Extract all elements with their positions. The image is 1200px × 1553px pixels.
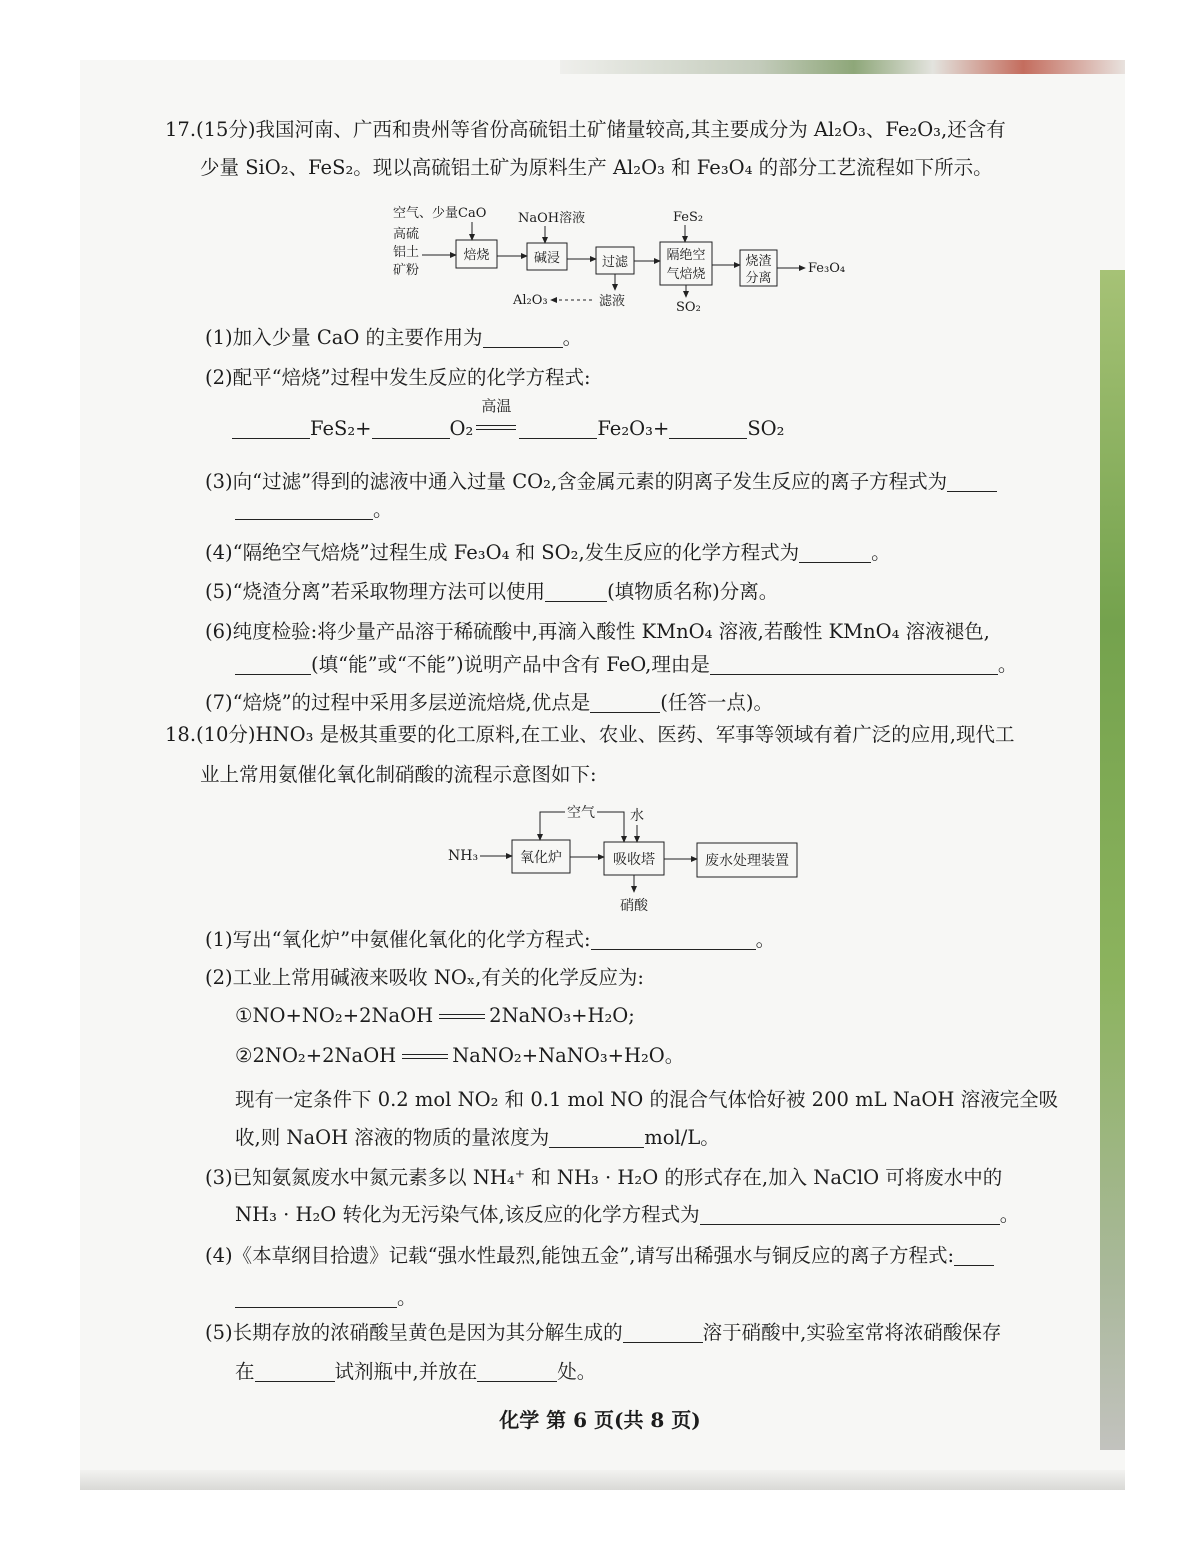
- input-water: 水: [630, 808, 644, 824]
- q18-q2-text: 收,则 NaOH 溶液的物质的量浓度为: [235, 1126, 550, 1149]
- q18-question-5-cont: [235, 1359, 596, 1385]
- equals-sign: [476, 425, 516, 430]
- eq-so2: SO₂: [747, 417, 785, 440]
- q17-q1-text: (1)加入少量 CaO 的主要作用为: [205, 326, 483, 349]
- q17-q5-end: (填物质名称)分离。: [607, 580, 779, 603]
- answer-blank: [700, 1206, 1000, 1225]
- q17-question-2: (2)配平“焙烧”过程中发生反应的化学方程式:: [205, 366, 591, 389]
- reaction-1-right: 2NaNO₃+H₂O;: [489, 1004, 635, 1027]
- reaction-condition: [476, 397, 516, 435]
- q18-reaction-1: [235, 1003, 635, 1029]
- answer-blank: [255, 1363, 335, 1382]
- box-wastewater-treatment-label: 废水处理装置: [705, 853, 789, 869]
- answer-blank: [623, 1324, 703, 1343]
- q17-question-3-cont: [235, 497, 393, 523]
- arrow-air-to-furnace: [540, 812, 565, 840]
- box-slag-separation-label-2: 分离: [745, 271, 772, 286]
- answer-blank: [799, 544, 871, 563]
- page-footer: 化学 第 6 页(共 8 页): [499, 1408, 701, 1432]
- reaction-1-left: ①NO+NO₂+2NaOH: [235, 1004, 434, 1027]
- reaction-2-left: ②2NO₂+2NaOH: [235, 1044, 397, 1067]
- q18-q5-text: (5)长期存放的浓硝酸呈黄色是因为其分解生成的: [205, 1321, 623, 1344]
- q17-q2-equation: [232, 397, 785, 441]
- equals-sign: [439, 1014, 485, 1019]
- answer-blank: [947, 473, 997, 492]
- q17-q6-middle: (填“能”或“不能”)说明产品中含有 FeO,理由是: [311, 653, 710, 676]
- q18-q4-end: 。: [397, 1286, 417, 1309]
- input-air: 空气: [567, 805, 595, 821]
- input-nh3: NH₃: [448, 848, 479, 864]
- answer-blank: [549, 1129, 644, 1148]
- q17-process-flow: [380, 198, 860, 323]
- reaction-condition-text: 高温: [481, 397, 512, 415]
- answer-blank: [477, 1363, 557, 1382]
- answer-blank: [232, 420, 310, 439]
- q18-question-1: [205, 927, 775, 953]
- input-ore-line-3: 矿粉: [393, 263, 420, 278]
- q17-q5-text: (5)“烧渣分离”若采取物理方法可以使用: [205, 580, 546, 603]
- output-nitric-acid: 硝酸: [620, 898, 648, 914]
- answer-blank: [710, 656, 998, 675]
- equals-sign: [402, 1054, 448, 1059]
- box-isolated-roast-label-2: 气焙烧: [666, 267, 706, 282]
- answer-blank: [235, 501, 373, 520]
- q18-question-5: [205, 1320, 1001, 1346]
- q18-q4-text: (4)《本草纲目拾遗》记载“强水性最烈,能蚀五金”,请写出稀强水与铜反应的离子方程式:: [205, 1244, 955, 1267]
- background-top-strip: [560, 60, 1125, 74]
- box-roast-label: 焙烧: [463, 248, 490, 263]
- q17-stem-line-2: 少量 SiO₂、FeS₂。现以高硫铝土矿为原料生产 Al₂O₃ 和 Fe₃O₄ 的部分工艺流程如下所示。: [200, 156, 993, 179]
- output-al2o3: Al₂O₃: [513, 293, 548, 308]
- box-absorption-tower-label: 吸收塔: [613, 852, 655, 868]
- q18-q2-unit: mol/L。: [644, 1126, 720, 1149]
- eq-fes2: FeS₂+: [310, 417, 372, 440]
- q18-q3-text: NH₃ · H₂O 转化为无污染气体,该反应的化学方程式为: [235, 1203, 700, 1226]
- q18-q2-text-line-2: [235, 1125, 720, 1151]
- background-leaves: [1100, 270, 1125, 1450]
- output-filtrate: 滤液: [599, 294, 626, 309]
- q18-question-4-cont: [235, 1285, 417, 1311]
- q18-question-4: [205, 1243, 994, 1269]
- box-alkali-leach-label: 碱浸: [533, 251, 561, 266]
- q18-q5-end: 处。: [557, 1360, 597, 1383]
- q18-q1-end: 。: [755, 928, 776, 951]
- q17-question-1: [205, 325, 582, 351]
- q17-question-6-cont: [235, 652, 1017, 678]
- input-air-cao: 空气、少量CaO: [393, 206, 487, 221]
- q18-stem-line-2: 业上常用氨催化氧化制硝酸的流程示意图如下:: [200, 763, 597, 786]
- answer-blank: [590, 694, 660, 713]
- q17-q7-text: (7)“焙烧”的过程中采用多层逆流焙烧,优点是: [205, 691, 591, 714]
- q18-reaction-2: [235, 1043, 684, 1069]
- answer-blank: [235, 1289, 397, 1308]
- q17-question-3: [205, 469, 997, 495]
- q17-question-5: [205, 579, 778, 605]
- q17-question-4: [205, 540, 891, 566]
- box-slag-separation-label-1: 烧渣: [745, 254, 772, 269]
- q18-question-2: (2)工业上常用碱液来吸收 NOₓ,有关的化学反应为:: [205, 966, 644, 989]
- q17-q4-text: (4)“隔绝空气焙烧”过程生成 Fe₃O₄ 和 SO₂,发生反应的化学方程式为: [205, 541, 800, 564]
- q18-q3-end: 。: [999, 1203, 1020, 1226]
- q17-q6-end: 。: [997, 653, 1018, 676]
- arrow-air-to-tower: [597, 812, 624, 842]
- answer-blank: [519, 420, 597, 439]
- box-isolated-roast-label-1: 隔绝空: [666, 248, 706, 263]
- paper-bottom-shade: [80, 1470, 1125, 1490]
- input-fes2: FeS₂: [673, 210, 704, 225]
- answer-blank: [954, 1247, 994, 1266]
- q17-q4-end: 。: [871, 541, 891, 564]
- q18-q2-text-line-1: 现有一定条件下 0.2 mol NO₂ 和 0.1 mol NO 的混合气体恰好被 200 mL NaOH 溶液完全吸: [235, 1088, 1059, 1111]
- input-ore-line-2: 铝土: [393, 245, 420, 260]
- q17-question-6: (6)纯度检验:将少量产品溶于稀硫酸中,再滴入酸性 KMnO₄ 溶液,若酸性 KMnO₄ 溶液褪色,: [205, 620, 990, 643]
- q17-q1-end: 。: [562, 326, 583, 349]
- q17-stem-line-1: 17.(15分)我国河南、广西和贵州等省份高硫铝土矿储量较高,其主要成分为 Al₂O₃、Fe₂O₃,还含有: [165, 118, 1006, 141]
- answer-blank: [591, 931, 756, 950]
- q18-q1-text: (1)写出“氧化炉”中氨催化氧化的化学方程式:: [205, 928, 591, 951]
- q17-q3-text: (3)向“过滤”得到的滤液中通入过量 CO₂,含金属元素的阴离子发生反应的离子方程式为: [205, 470, 948, 493]
- answer-blank: [372, 420, 450, 439]
- q18-q5-bottle: 试剂瓶中,并放在: [334, 1360, 478, 1383]
- input-ore-line-1: 高硫: [393, 227, 420, 242]
- reaction-2-right: NaNO₂+NaNO₃+H₂O。: [452, 1044, 685, 1067]
- q18-q5-middle: 溶于硝酸中,实验室常将浓硝酸保存: [702, 1321, 1002, 1344]
- box-oxidation-furnace-label: 氧化炉: [520, 850, 562, 866]
- eq-o2: O₂: [449, 417, 474, 440]
- input-naoh: NaOH溶液: [518, 211, 586, 226]
- q18-q5-at: 在: [235, 1360, 255, 1383]
- eq-fe2o3: Fe₂O₃+: [597, 417, 670, 440]
- answer-blank: [545, 583, 607, 602]
- box-filter-label: 过滤: [601, 255, 629, 270]
- q17-question-7: [205, 690, 773, 716]
- q18-stem-line-1: 18.(10分)HNO₃ 是极其重要的化工原料,在工业、农业、医药、军事等领域有着广泛的应用,现代工: [165, 723, 1015, 746]
- q18-question-3: (3)已知氨氮废水中氮元素多以 NH₄⁺ 和 NH₃ · H₂O 的形式存在,加入 NaClO 可将废水中的: [205, 1166, 1003, 1189]
- answer-blank: [483, 329, 563, 348]
- q18-question-3-cont: [235, 1202, 1019, 1228]
- q18-process-flow: [440, 798, 810, 918]
- answer-blank: [235, 656, 311, 675]
- output-so2: SO₂: [676, 300, 701, 315]
- q17-q3-end: 。: [373, 498, 393, 521]
- answer-blank: [669, 420, 747, 439]
- q17-q7-end: (任答一点)。: [660, 691, 773, 714]
- output-fe3o4: Fe₃O₄: [808, 261, 846, 276]
